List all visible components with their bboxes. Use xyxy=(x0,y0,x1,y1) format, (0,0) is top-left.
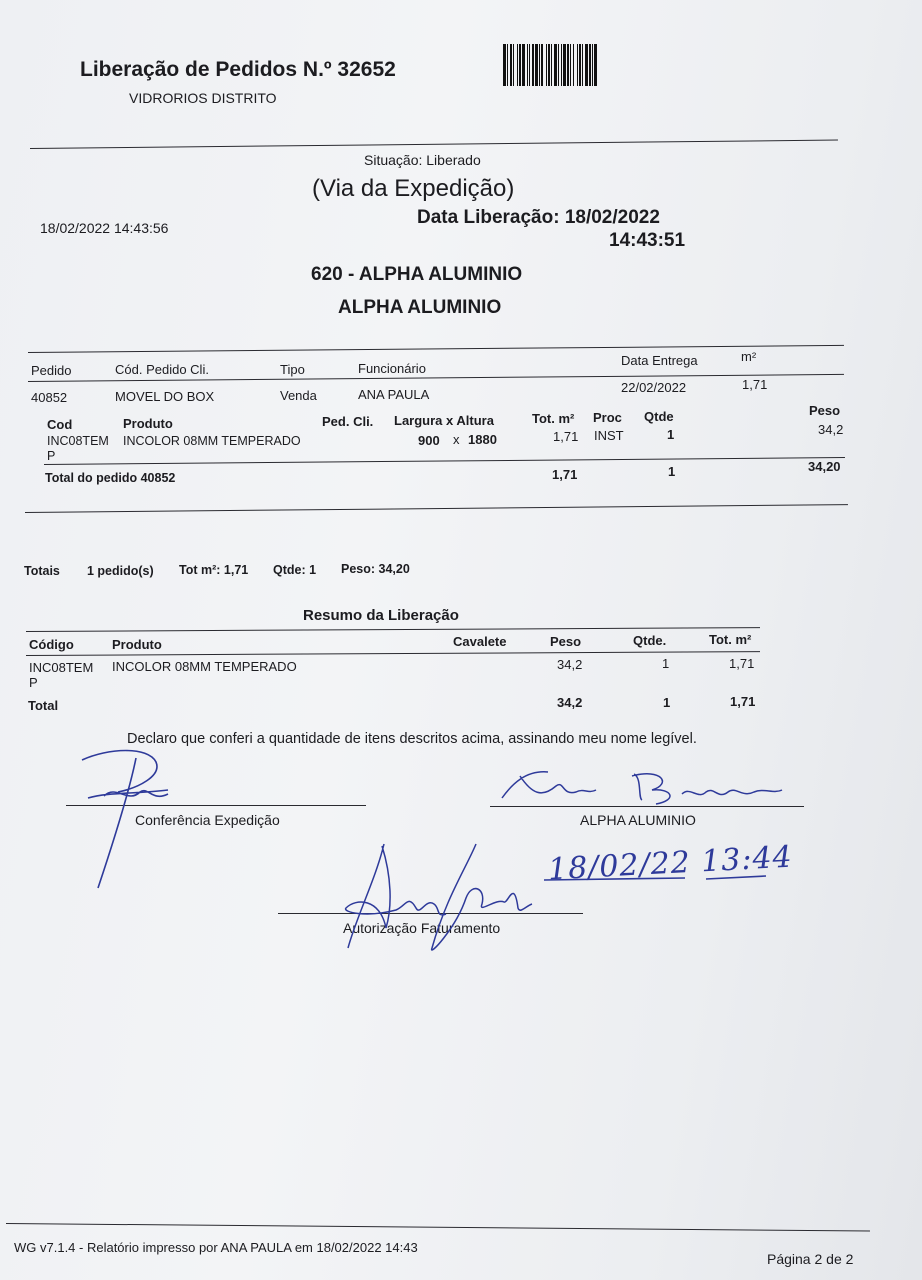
declaration-text: Declaro que conferi a quantidade de itens descritos acima, assinando meu nome legível. xyxy=(127,731,697,747)
data-liberacao xyxy=(417,207,660,229)
item-tot-m2: 1,71 xyxy=(553,429,579,444)
autorizacao-label: Autorização Faturamento xyxy=(343,920,501,936)
item-produto: INCOLOR 08MM TEMPERADO xyxy=(123,434,301,448)
header-divider xyxy=(30,140,838,149)
company-name: VIDRORIOS DISTRITO xyxy=(129,90,277,106)
col-m2: m² xyxy=(741,349,757,364)
print-datetime: 18/02/2022 14:43:56 xyxy=(40,220,169,236)
item-cod-line1: INC08TEM xyxy=(47,434,109,448)
situacao-text: Situação: Liberado xyxy=(364,152,481,168)
order-total-label: Total do pedido 40852 xyxy=(45,471,176,485)
order-total-peso: 34,20 xyxy=(808,459,841,474)
conferencia-label: Conferência Expedição xyxy=(135,812,280,828)
item-largura: 900 xyxy=(418,433,440,448)
totais-label: Totais xyxy=(24,564,60,578)
autorizacao-signature xyxy=(336,838,536,964)
totais-tot-m2: Tot m²: 1,71 xyxy=(179,563,249,577)
document-title: Liberação de Pedidos N.º 32652 xyxy=(80,58,396,81)
resumo-codigo-line1: INC08TEM xyxy=(29,660,94,675)
resumo-col-produto: Produto xyxy=(112,637,162,652)
resumo-col-codigo: Código xyxy=(29,637,74,652)
resumo-tot-m2: 1,71 xyxy=(729,656,755,671)
item-peso: 34,2 xyxy=(818,422,844,437)
conferencia-signature xyxy=(78,748,188,898)
order-total-qtde: 1 xyxy=(668,464,676,479)
col-largura-altura: Largura x Altura xyxy=(394,413,494,428)
resumo-total-label: Total xyxy=(28,698,59,713)
order-table-top-rule xyxy=(28,345,844,353)
item-qtde: 1 xyxy=(667,427,675,442)
totais-qtde: Qtde: 1 xyxy=(273,563,317,577)
barcode xyxy=(503,44,646,86)
resumo-total-peso: 34,2 xyxy=(557,695,583,710)
item-proc: INST xyxy=(594,428,624,443)
resumo-col-qtde: Qtde. xyxy=(633,633,667,648)
col-funcionario: Funcionário xyxy=(358,361,426,376)
totais-peso: Peso: 34,20 xyxy=(341,562,410,576)
resumo-qtde: 1 xyxy=(662,656,670,671)
data-liberacao-label: Data Liberação: xyxy=(417,207,560,228)
resumo-produto: INCOLOR 08MM TEMPERADO xyxy=(112,659,297,674)
totais-pedidos: 1 pedido(s) xyxy=(87,564,154,578)
col-cod: Cod xyxy=(47,417,73,432)
resumo-col-peso: Peso xyxy=(550,634,582,649)
col-proc: Proc xyxy=(593,410,622,425)
resumo-col-tot-m2: Tot. m² xyxy=(709,632,752,647)
col-ped-cli: Ped. Cli. xyxy=(322,414,374,429)
col-tot-m2: Tot. m² xyxy=(532,411,575,426)
client-signature-label: ALPHA ALUMINIO xyxy=(580,812,696,828)
order-m2: 1,71 xyxy=(742,377,768,392)
resumo-title: Resumo da Liberação xyxy=(303,607,459,624)
resumo-peso: 34,2 xyxy=(557,657,583,672)
order-table-bottom-rule xyxy=(25,504,848,513)
order-total-tot-m2: 1,71 xyxy=(552,467,578,482)
footer-report-info: WG v7.1.4 - Relatório impresso por ANA PAULA em 18/02/2022 14:43 xyxy=(14,1240,418,1255)
footer-rule xyxy=(6,1223,870,1232)
resumo-codigo-line2: P xyxy=(29,675,38,690)
client-signature xyxy=(492,764,792,814)
resumo-total-qtde: 1 xyxy=(663,695,671,710)
footer-page-number: Página 2 de 2 xyxy=(767,1251,854,1267)
client-name-2: ALPHA ALUMINIO xyxy=(338,297,502,318)
order-data-entrega: 22/02/2022 xyxy=(621,380,687,395)
order-tipo: Venda xyxy=(280,388,317,403)
handwritten-date-underline xyxy=(540,868,770,888)
order-pedido: 40852 xyxy=(31,390,68,405)
handwritten-date: 18/02/22 13:44 xyxy=(547,839,794,888)
col-data-entrega: Data Entrega xyxy=(621,353,698,368)
item-altura: 1880 xyxy=(468,432,497,447)
col-cod-pedido-cli: Cód. Pedido Cli. xyxy=(115,362,209,377)
col-pedido: Pedido xyxy=(31,363,72,378)
via-text: (Via da Expedição) xyxy=(312,175,515,202)
resumo-top-rule xyxy=(26,627,760,632)
item-x: x xyxy=(453,432,460,447)
order-funcionario: ANA PAULA xyxy=(358,387,430,402)
client-name-1: 620 - ALPHA ALUMINIO xyxy=(311,264,523,285)
data-liberacao-date: 18/02/2022 xyxy=(564,207,660,228)
col-produto: Produto xyxy=(123,416,173,431)
col-peso: Peso xyxy=(809,403,841,418)
data-liberacao-time: 14:43:51 xyxy=(609,230,686,251)
col-qtde: Qtde xyxy=(644,409,674,424)
order-cod-pedido-cli: MOVEL DO BOX xyxy=(115,389,215,404)
resumo-col-cavalete: Cavalete xyxy=(453,634,507,649)
col-tipo: Tipo xyxy=(280,362,305,377)
item-cod-line2: P xyxy=(47,449,56,463)
item-total-rule xyxy=(44,457,845,465)
resumo-total-tot-m2: 1,71 xyxy=(730,694,756,709)
